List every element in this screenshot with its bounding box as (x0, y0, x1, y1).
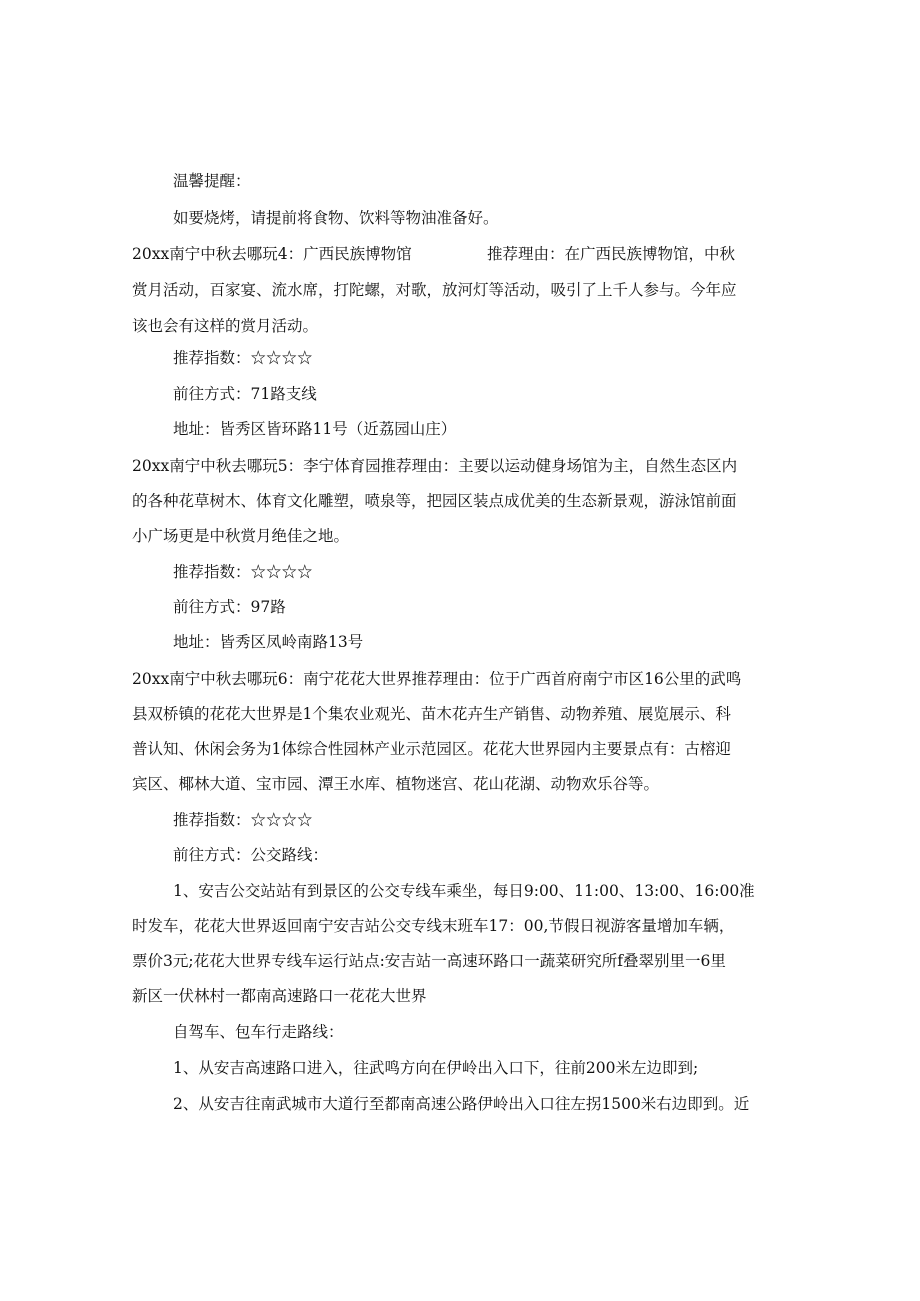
text-line: 前往方式：公交路线： (173, 846, 329, 864)
text-line: 的各种花草树木、体育文化雕塑，喷泉等，把园区装点成优美的生态新景观，游泳馆前面 (132, 492, 737, 510)
text-line: 县双桥镇的花花大世界是1个集农业观光、苗木花卉生产销售、动物养殖、展览展示、科 (132, 705, 731, 723)
text-line: 时发车，花花大世界返回南宁安吉站公交专线末班车17：00,节假日视游客量增加车辆， (132, 917, 735, 935)
text-line: 赏月活动，百家宴、流水席，打陀螺，对歌，放河灯等活动，吸引了上千人参与。今年应 (132, 281, 737, 299)
text-line: 20xx南宁中秋去哪玩6：南宁花花大世界推荐理由：位于广西首府南宁市区16公里的武鸣 (132, 670, 742, 688)
text-line: 前往方式：97路 (173, 598, 286, 616)
text-line: 推荐指数：☆☆☆☆ (173, 811, 313, 829)
text-line: 小广场更是中秋赏月绝佳之地。 (132, 527, 350, 545)
text-line: 推荐指数：☆☆☆☆ (173, 563, 313, 581)
text-line: 该也会有这样的赏月活动。 (132, 317, 319, 335)
text-line: 推荐指数：☆☆☆☆ (173, 349, 313, 367)
text-line: 地址：皆秀区凤岭南路13号 (173, 633, 364, 651)
text-line: 推荐理由：在广西民族博物馆，中秋 (487, 245, 736, 263)
text-line: 20xx南宁中秋去哪玩5：李宁体育园推荐理由：主要以运动健身场馆为主，自然生态区内 (132, 457, 738, 475)
text-line: 温馨提醒： (173, 172, 251, 190)
text-line: 20xx南宁中秋去哪玩4：广西民族博物馆 (132, 245, 412, 263)
text-line: 宾区、椰林大道、宝市园、潭王水库、植物迷宫、花山花湖、动物欢乐谷等。 (132, 775, 660, 793)
text-line: 普认知、休闲会务为1体综合性园林产业示范园区。花花大世界园内主要景点有：古榕迎 (132, 740, 731, 758)
text-line: 地址：皆秀区皆环路11号（近荔园山庄） (173, 420, 457, 438)
text-line: 如要烧烤，请提前将食物、饮料等物油准备好。 (173, 209, 499, 227)
text-line: 1、安吉公交站站有到景区的公交专线车乘坐，每日9:00、11:00、13:00、16:00准 (173, 882, 755, 900)
text-line: 票价3元;花花大世界专线车运行站点:安吉站一高速环路口一蔬菜研究所f叠翠别里一6里 (132, 952, 726, 970)
text-line: 1、从安吉高速路口进入，往武鸣方向在伊岭出入口下，往前200米左边即到; (173, 1059, 699, 1077)
text-line: 2、从安吉往南武城市大道行至都南高速公路伊岭出入口往左拐1500米右边即到。近 (173, 1095, 750, 1113)
text-line: 前往方式：71路支线 (173, 385, 317, 403)
text-line: 自驾车、包车行走路线： (173, 1023, 344, 1041)
text-line: 新区一伏林村一都南高速路口一花花大世界 (132, 987, 427, 1005)
